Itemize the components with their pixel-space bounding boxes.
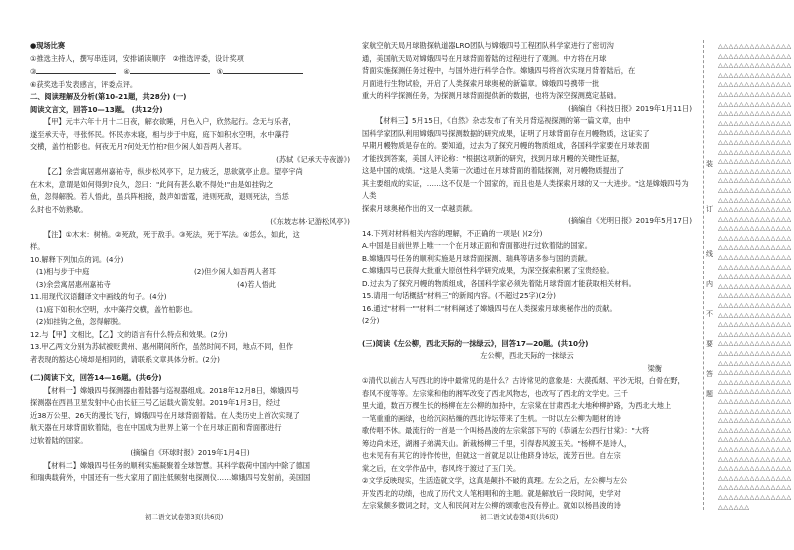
q11-item: (2)如挂钩之鱼，忽得解脱。 [36,317,126,326]
blank-label: ③ [30,67,37,76]
q10-item: (2)但少闲人如吾两人者耳 [193,267,276,276]
material-line: 过软着陆的国家。 [30,435,88,445]
material-source: (摘编自《环球时报》2019年1月4日) [130,448,250,457]
material-line: 【材料二】嫦娥四号任务的顺利实施凝聚着全球智慧。其科学载荷中国内中除了德国 [44,460,310,470]
question-14: 14.下列对材料相关内容的理解，不正确的一项是( )(2分) [362,228,543,238]
note-line: 【注】①木末：树梢。②死敌，死于敌手。③死法，死于军法。④恁么，如此，这 [44,229,300,239]
q14-option: D.过去为了探究月幔的物质组成，各国科学家必须先着陆月球背面才能获取相关材料。 [362,278,636,288]
left-page [30,40,350,485]
q10-row [30,279,276,292]
section-header: 二、阅读理解及分析(第10-21题，共28分) (一) [30,92,187,101]
material-line: 航天器在月球背面软着陆，也在中国成为世界上第一个在月球正面和背面都进行 [30,423,282,432]
material-line: 【材料三】5月15日，《自然》杂志发布了有关月背巡视探测的第一篇文章，由中 [376,116,631,125]
question-16-cont: (2分) [362,316,380,325]
part-header: (三)阅读《左公柳，西北天际的一抹绿云》，回答17—20题。(共10分) [362,338,589,348]
question-11: 11.用现代汉语翻译文中画线的句子。(4分) [30,292,167,301]
article-line: ②文学反映现实，生活造就文学，这真是颠扑不破的真理。左公之后，左公柳与左公 [362,476,628,485]
q14-option: C.嫦娥四号已获得大批重大原创性科学研究成果，为深空探索积累了宝贵经验。 [362,266,614,275]
question-16: 16.通过"材料一""材料二"材料阐述了嫦娥四号在人类探索月球奥秘作出的贡献。 [362,303,617,313]
article-author: 梁衡 [647,363,662,373]
material-line: 探测器在西昌卫星发射中心由长征三号乙运载火箭发射。2019年1月3日，经过 [30,398,281,407]
binding-label: 不 [706,310,713,318]
q11-item: (1)庭下如积水空明，水中藻荇交横，盖竹柏影也。 [36,304,198,314]
material-line: 重大的科学探测任务，为探测月球背面提供新的数据，也将为深空探测奠定基础。 [362,91,621,100]
question-12: 12.与【甲】文相比，【乙】文的语言有什么特点和效果。(2分) [30,329,228,339]
page-footer: 初二语文试卷第4页(共6页) [480,513,559,521]
answer-blank[interactable] [223,65,303,74]
activity-step: ①推选主持人，撰写串连词，安排诵读顺序 [30,53,166,63]
passage-jia [30,116,350,154]
activity-title: ●现场比赛 [30,41,66,50]
q14-option: A.中国是目前世界上唯一一个在月球正面和背面都进行过软着陆的国家。 [362,241,592,250]
article-line: 春风不度等等。左宗棠和他的湘军改变了西北风物志，也改写了西北的文学史。三千 [362,388,628,398]
material-line: 和瑞典载荷外，中国还有一些大家用了面注低频射电探测仪……嫦娥四号发射前，美国国 [30,473,311,482]
material-source: (摘编自《科技日报》2019年1月11日) [568,103,692,113]
article-line: 筹边尚未还，湖湘子弟满天山。新栽杨柳三千里，引得春风渡玉关。"杨柳不是诗人， [362,438,632,448]
passage-source: (《东坡志林·记游松风亭》) [270,217,350,226]
material-line: 这是中国的成绩。"这是人类第一次通过在月球背面的着陆探测，对月幔物质提出了 [362,166,625,175]
question-13-cont: 者表现的豁达心境却是相同的，请联系文章具体分析。(2分) [30,354,220,364]
question-10: 10.解释下列加点的词。(4分) [30,254,124,264]
material-line: 近38万公里、26天的漫长飞行，嫦娥四号在月球背面着陆。在人类历史上首次实现了 [30,410,300,420]
passage-source: (苏轼《记承天寺夜游》) [276,154,350,164]
triangle-pattern: △△△△△△△△△△△△△△△△△△△△△△△△△△△△△△△△△△△△△△△△△△△△△△△△△△△△△△△△△△△△△△△△△△△△△△△△△△△△△△△△△△△△△△△△△△△△△△△△△△△△△△△△△△△△△△△△△△△△△△△△△△△△△△△△△△△△△△△△△△△△△△△△△△△△△△△△△△△△△△△△△△△△△△△△△△△△△△△△△△△△△△△△△△△△△△△△△△△△△△△△△△△△△△△△△△△△△△△△△△△△△△△△△△△△△△△△△△△△△△△△△△△△△△△△△△△△△△△△△△△△△△△△△△△△△△△△△△△△△△△△△△△△△△△△△△△△△△△△△△△△△△△△△△△△△△△△△△△△△△△△△△△△△△△△△△△△△△△△△△△△△△△△△△△△△△△△△△△△△△△△△△△△△△△△△△△△△△△△△△△△△△△△△△△△△△△△△△△△△△△△△△△△△△△△△△△△△△△△△△△△△△△△△△△△△△△△△△△△△△△△△△△△△△△△△△△△△△△△△△△△△△△△△△△△△△△△△△△△△△△△△△△△△△△△△△△△△△△△△△△△△△△△△△△△△△△△△△△△△△△△△△△△△△△△△△△△△△△△△△△△△△△△△△△△△△△△△△△△△△△△△△△△△△△△△△△△△△△△△△△△△△△△△△△△△△△△△△△△△△△△△△△△△△△△△△△△△△△△△△△△△△△△△△△△△△△△△△△△△△△△△△△△△△△△△△△△△△△△△△△△△△△△△△△△△△△△△△△△△△ [718,43,792,511]
article-paragraph-2 [362,475,692,513]
material-3 [362,115,692,215]
article-line: 歌传唱不休。最流行的一首是一个叫杨昌浚的左宗棠部下写的《恭诵左公西行甘棠》："大将 [362,426,650,435]
activity-blanks [30,65,350,79]
activity-steps [30,53,350,66]
material-line: 国科学家团队利用嫦娥四号探测数据的研究成果，证明了月球背面存在月幔物质，这证实了 [362,128,650,138]
passage-line: 交横，盖竹柏影也。何夜无月?何处无竹柏?但少闲人如吾两人者耳。 [30,142,247,151]
material-line: 家航空航天局月球勘探轨道器LRO团队与嫦娥四号工程团队科学家进行了密切沟 [362,41,614,50]
binding-label: 订 [706,205,713,213]
binding-label: 内 [706,280,713,288]
material-line: 月面进行生物试验，开启了人类探索月球奥秘的新篇章。嫦娥四号携带一批 [362,78,600,88]
material-line: 才能找到答案，美国人评论称："根据这项新的研究，找到月球月幔的关键性证据， [362,153,625,163]
passage-line: 【甲】元丰六年十月十二日夜，解衣欲睡，月色入户，欣然起行。念无与乐者， [44,117,296,126]
passage-line: 遂至承天寺，寻张怀民。怀民亦未寝，相与步于中庭，庭下如积水空明，水中藻荇 [30,129,289,139]
material-line: 早期月幔物质是存在的。要知道，过去为了探究月幔的物质组成，各国科学家要在月球表面 [362,141,650,150]
question-15: 15.请用一句话概括"材料三"的新闻内容。(不超过25字)(2分) [362,291,556,300]
part-header: (二)阅读下文，回答14—16题。(共6分) [30,373,162,382]
article-paragraph-1 [362,375,692,475]
passage-line: 在木末，意谓是如何得到?良久，忽曰："此间有甚么歇不得处!"由是如挂钩之 [30,179,274,189]
blank-label: ④ [123,67,130,76]
passage-line: 么时也不妨熟歇。 [30,204,88,214]
page-footer: 初二语文试卷第3页(共6页) [145,513,224,521]
binding-label: 线 [706,250,713,258]
right-page [362,40,692,513]
article-line: ①清代以前古人写西北的诗中最常见的是什么？古诗常见的意象是：大漠孤烟、平沙无垠，白骨在野， [362,376,685,385]
binding-label: 装 [706,160,713,168]
note-line: 样。 [30,242,45,251]
article-line: 一笔重重的画绿，也给沉闷枯燥的西北诗坛带来了生机。一时以左公柳为题材的诗 [362,413,621,423]
material-line: 背面实施探测任务过程中，与国外进行科学合作。嫦娥四号将首次实现月背着陆后，在 [362,66,636,75]
material-line: 探索月球奥秘作出的又一卓越贡献。 [362,203,478,213]
passage-yi [30,166,350,216]
material-line: 【材料一】嫦娥四号探测器由着陆器与巡视器组成。2018年12月8日，嫦娥四号 [44,385,299,395]
article-line: 里大道，数百万棵生长的杨柳在左公柳的加持中，左宗棠在甘肃西北大地种柳护路，为西北大地上 [362,401,672,410]
answer-blank[interactable] [130,65,210,74]
binding-line [703,40,704,510]
q10-item: (3)余尝寓居惠州嘉祐寺 [36,279,111,289]
q10-row [30,266,276,279]
material-line: 通，美国航天局对嫦娥四号在月球背面着陆的过程进行了观测。中方将在月球 [362,53,607,63]
activity-step: ②推选评委，设计奖项 [172,53,244,63]
passage-line: 【乙】余尝寓居惠州嘉祐寺，纵步松风亭下，足力疲乏，思欲就亭止息。望亭宇尚 [44,167,303,176]
part-header: 阅读文言文，回答10—13题。 (共12分) [30,104,163,114]
article-title: 左公柳，西北天际的一抹绿云 [480,351,574,360]
passage-line: 鱼，忽得解脱。若人悟此，虽兵阵相接，鼓声如雷霆，进则死敌，退则死法，当恁 [30,192,289,201]
blank-label: ⑤ [216,67,224,76]
material-source: (摘编自《光明日报》2019年5月17日) [568,216,692,225]
material-line: 其主要组成的实证，……这不仅是一个国家的，而且也是人类探索月球的又一大进步。"这是嫦娥四号为人类 [362,178,689,200]
article-line: 也未见有有其它的诗作传世，但就这一首就足以让他跻身诗坛，流芳百世。自左宗 [362,451,621,460]
binding-label: 要 [706,340,713,348]
binding-label: 题 [706,390,713,398]
q10-item: (4)若人悟此 [237,279,276,289]
article-line: 左宗棠颇多微词之时，文人和民间对左公柳的颂歌也没有停止。就如以杨昌浚的诗 [362,501,621,510]
article-line: 棠之后，在文学作品中，春风终于渡过了玉门关。 [362,463,521,473]
q10-item: (1)相与步于中庭 [36,267,90,276]
question-13: 13.甲乙两文分别为苏轼被贬黄州、惠州期间所作，虽然时间不同，地点不同，但作 [30,342,293,351]
article-line: 开发西北的功绩，也成了历代文人笔相唱和的主题。就是解放后一段时间，史学对 [362,488,621,498]
material-1 [30,385,350,448]
answer-blank[interactable] [36,65,116,74]
q14-option: B.嫦娥四号任务的顺利实施是月球背面探测、瑞典等诸多参与国的贡献。 [362,253,593,263]
binding-label: 答 [706,370,713,378]
activity-closing: ⑥获奖选手发表感言，评委点评。 [30,79,138,89]
